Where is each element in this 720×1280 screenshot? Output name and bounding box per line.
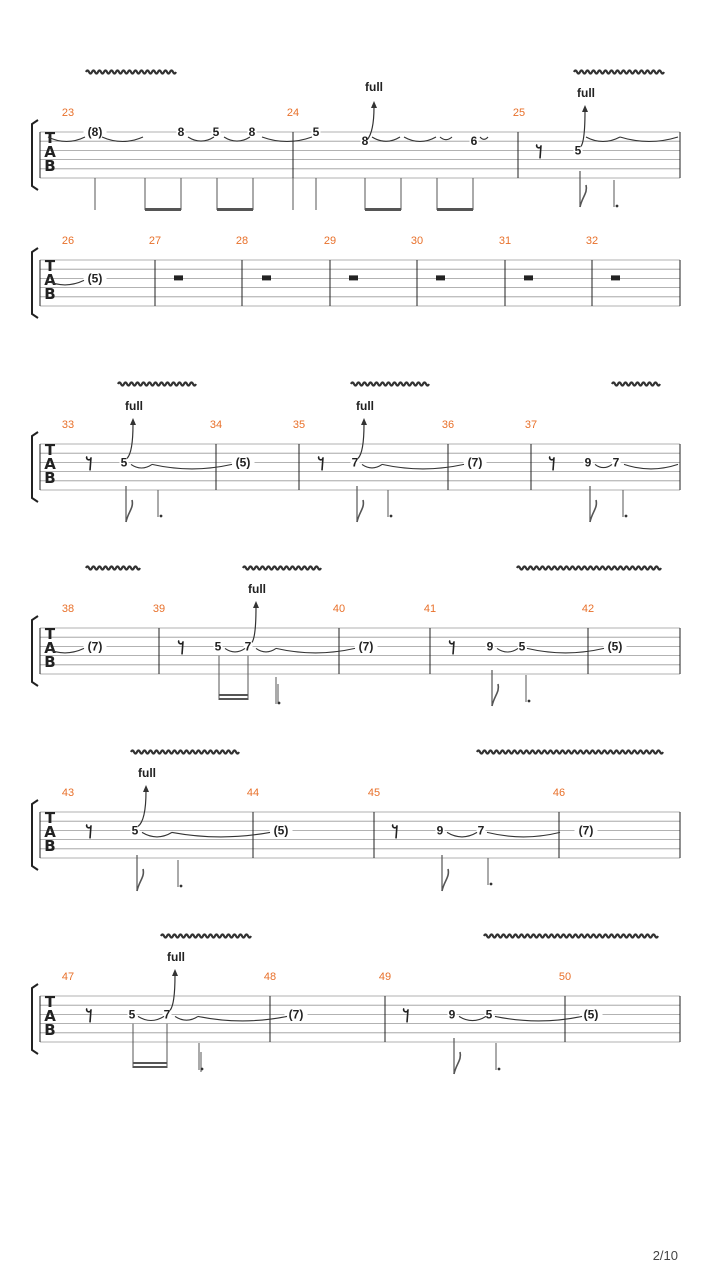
measure-number: 29 xyxy=(323,235,337,247)
tab-clef-letter: A xyxy=(44,271,56,289)
fret-number: 5 xyxy=(312,125,320,139)
measure-number: 31 xyxy=(498,235,512,247)
tie xyxy=(175,1016,198,1020)
vibrato-line xyxy=(574,71,664,74)
bend-arrow xyxy=(371,101,377,108)
tie xyxy=(131,464,152,468)
tie xyxy=(447,832,477,837)
bend-arrow xyxy=(361,418,367,425)
tab-clef-letter: A xyxy=(44,455,56,473)
fret-number: 5 xyxy=(120,455,128,470)
tab-clef-letter: T xyxy=(44,625,56,643)
tab-clef-letter: A xyxy=(44,1007,56,1025)
bend-arrow xyxy=(130,418,136,425)
measure-number: 23 xyxy=(61,107,75,119)
flag xyxy=(492,684,498,706)
rest xyxy=(174,275,183,280)
augmentation-dot xyxy=(180,885,183,888)
augmentation-dot xyxy=(490,883,493,886)
eighth-rest xyxy=(550,456,554,470)
tie xyxy=(142,832,172,837)
measure-number: 45 xyxy=(367,787,381,799)
beam xyxy=(365,208,401,211)
fret-number: 9 xyxy=(486,639,494,654)
rest xyxy=(611,275,620,280)
vibrato-line xyxy=(243,567,321,570)
bend-label: full xyxy=(167,950,185,964)
measure-number: 34 xyxy=(209,419,223,431)
beam xyxy=(219,694,248,696)
tie xyxy=(527,648,604,653)
tie xyxy=(188,137,214,141)
tie xyxy=(256,648,276,652)
eighth-rest xyxy=(319,456,323,470)
fret-number: (7) xyxy=(467,455,483,470)
tab-clef-letter: B xyxy=(44,1021,56,1039)
system-4 xyxy=(32,582,680,706)
measure-number: 49 xyxy=(378,971,392,983)
fret-number: 5 xyxy=(214,639,222,654)
tab-clef-letter: B xyxy=(44,653,56,671)
eighth-rest xyxy=(537,144,541,158)
fret-number: 5 xyxy=(128,1007,136,1022)
tie xyxy=(224,137,250,141)
fret-number: 5 xyxy=(131,823,139,838)
beam xyxy=(437,208,473,211)
tab-clef-letter: A xyxy=(44,143,56,161)
beam xyxy=(217,208,253,211)
system-bracket xyxy=(32,616,38,686)
fret-number: (5) xyxy=(607,639,623,654)
bend-arrow xyxy=(253,601,259,608)
vibrato-line xyxy=(131,751,239,754)
tab-clef-letter: A xyxy=(44,823,56,841)
augmentation-dot xyxy=(160,515,163,518)
measure-number: 42 xyxy=(581,603,595,615)
eighth-rest xyxy=(450,640,454,654)
fret-number: 5 xyxy=(574,143,582,158)
eighth-rest xyxy=(404,1008,408,1022)
bend-label: full xyxy=(138,766,156,780)
flag xyxy=(126,500,132,522)
tab-clef-letter: B xyxy=(44,157,56,175)
measure-number: 41 xyxy=(423,603,437,615)
measure-number: 35 xyxy=(292,419,306,431)
augmentation-dot xyxy=(498,1068,501,1071)
tie xyxy=(172,832,270,837)
fret-number: (5) xyxy=(235,455,251,470)
vibrato-line xyxy=(477,751,663,754)
measure-number: 25 xyxy=(512,107,526,119)
measure-number: 44 xyxy=(246,787,260,799)
tie xyxy=(487,832,560,837)
tie xyxy=(495,1016,582,1021)
fret-number: (5) xyxy=(583,1007,599,1022)
rest xyxy=(524,275,533,280)
measure-number: 46 xyxy=(552,787,566,799)
fret-number: 5 xyxy=(518,639,526,654)
tie xyxy=(595,464,612,467)
eighth-rest xyxy=(179,640,183,654)
vibrato-line xyxy=(351,383,429,386)
measure-number: 47 xyxy=(61,971,75,983)
tie xyxy=(276,648,355,653)
fret-number: (5) xyxy=(273,823,289,838)
beam xyxy=(145,208,181,211)
bend-label: full xyxy=(125,399,143,413)
fret-number: 7 xyxy=(163,1007,171,1022)
measure-number: 36 xyxy=(441,419,455,431)
rest xyxy=(262,275,271,280)
vibrato-line xyxy=(484,935,658,938)
flag xyxy=(137,869,143,891)
tie xyxy=(497,648,518,652)
fret-number: 8 xyxy=(361,134,369,149)
system-1 xyxy=(32,86,680,211)
measure-number: 26 xyxy=(61,235,75,247)
fret-number: 9 xyxy=(448,1007,456,1022)
measure-number: 24 xyxy=(286,107,300,119)
fret-number: 7 xyxy=(477,823,485,838)
flag xyxy=(357,500,363,522)
vibrato-line xyxy=(118,383,196,386)
augmentation-dot xyxy=(278,702,281,705)
beam xyxy=(133,1062,167,1064)
measure-number: 39 xyxy=(152,603,166,615)
bend-arrow xyxy=(582,105,588,112)
tie xyxy=(382,464,464,469)
tab-clef-letter: T xyxy=(44,441,56,459)
tab-clef-letter: B xyxy=(44,285,56,303)
augmentation-dot xyxy=(390,515,393,518)
vibrato-line xyxy=(86,71,176,74)
system-bracket xyxy=(32,120,38,190)
fret-number: 9 xyxy=(584,455,592,470)
measure-number: 50 xyxy=(558,971,572,983)
flag xyxy=(442,869,448,891)
fret-number: 7 xyxy=(351,455,359,470)
fret-number: 5 xyxy=(485,1007,493,1022)
bend-label: full xyxy=(365,80,383,94)
fret-number: 9 xyxy=(436,823,444,838)
system-3 xyxy=(32,399,680,522)
vibrato-line xyxy=(161,935,251,938)
tab-clef-letter: B xyxy=(44,837,56,855)
tie xyxy=(624,464,678,469)
tie xyxy=(440,137,452,140)
rest xyxy=(436,275,445,280)
vibrato-line xyxy=(612,383,660,386)
bend-arrow xyxy=(172,969,178,976)
fret-number: (7) xyxy=(87,639,103,654)
measure-number: 43 xyxy=(61,787,75,799)
vibrato-line xyxy=(517,567,661,570)
measure-number: 27 xyxy=(148,235,162,247)
beam xyxy=(133,1066,167,1068)
eighth-rest xyxy=(87,824,91,838)
measure-number: 37 xyxy=(524,419,538,431)
fret-number: (7) xyxy=(288,1007,304,1022)
tab-clef-letter: A xyxy=(44,639,56,657)
fret-number: (7) xyxy=(358,639,374,654)
system-2 xyxy=(32,235,680,318)
fret-number: 5 xyxy=(212,125,220,139)
system-bracket xyxy=(32,248,38,318)
bend-label: full xyxy=(356,399,374,413)
augmentation-dot xyxy=(625,515,628,518)
tab-clef-letter: T xyxy=(44,993,56,1011)
measure-number: 48 xyxy=(263,971,277,983)
beam xyxy=(219,698,248,700)
flag xyxy=(454,1052,460,1074)
fret-number: (8) xyxy=(87,125,103,139)
tie xyxy=(362,464,382,468)
system-6 xyxy=(32,950,680,1074)
tab-clef-letter: T xyxy=(44,257,56,275)
vibrato-line xyxy=(86,567,140,570)
eighth-rest xyxy=(393,824,397,838)
fret-number: 7 xyxy=(244,639,252,654)
bend-arrow xyxy=(143,785,149,792)
fret-number: (5) xyxy=(87,271,103,286)
system-5 xyxy=(32,766,680,891)
system-bracket xyxy=(32,984,38,1054)
fret-number: 6 xyxy=(470,134,478,149)
tie xyxy=(198,1016,287,1021)
bend-label: full xyxy=(248,582,266,596)
eighth-rest xyxy=(87,1008,91,1022)
measure-number: 33 xyxy=(61,419,75,431)
tie xyxy=(138,1016,164,1020)
eighth-rest xyxy=(87,456,91,470)
tab-clef-letter: B xyxy=(44,469,56,487)
tie xyxy=(225,648,245,652)
system-bracket xyxy=(32,432,38,502)
fret-number: (7) xyxy=(578,823,594,838)
tab-clef-letter: T xyxy=(44,129,56,147)
augmentation-dot xyxy=(201,1068,204,1071)
fret-number: 8 xyxy=(248,125,256,139)
tie xyxy=(480,137,488,139)
rest xyxy=(349,275,358,280)
bend-label: full xyxy=(577,86,595,100)
tie xyxy=(459,1016,486,1020)
measure-number: 32 xyxy=(585,235,599,247)
tie xyxy=(372,137,400,141)
measure-number: 40 xyxy=(332,603,346,615)
augmentation-dot xyxy=(616,205,619,208)
fret-number: 7 xyxy=(612,455,620,470)
measure-number: 30 xyxy=(410,235,424,247)
system-bracket xyxy=(32,800,38,870)
flag xyxy=(580,185,586,207)
augmentation-dot xyxy=(528,700,531,703)
measure-number: 38 xyxy=(61,603,75,615)
tie xyxy=(152,464,232,469)
tab-clef-letter: T xyxy=(44,809,56,827)
flag xyxy=(590,500,596,522)
page-number: 2/10 xyxy=(652,1248,678,1263)
fret-number: 8 xyxy=(177,125,185,139)
measure-number: 28 xyxy=(235,235,249,247)
